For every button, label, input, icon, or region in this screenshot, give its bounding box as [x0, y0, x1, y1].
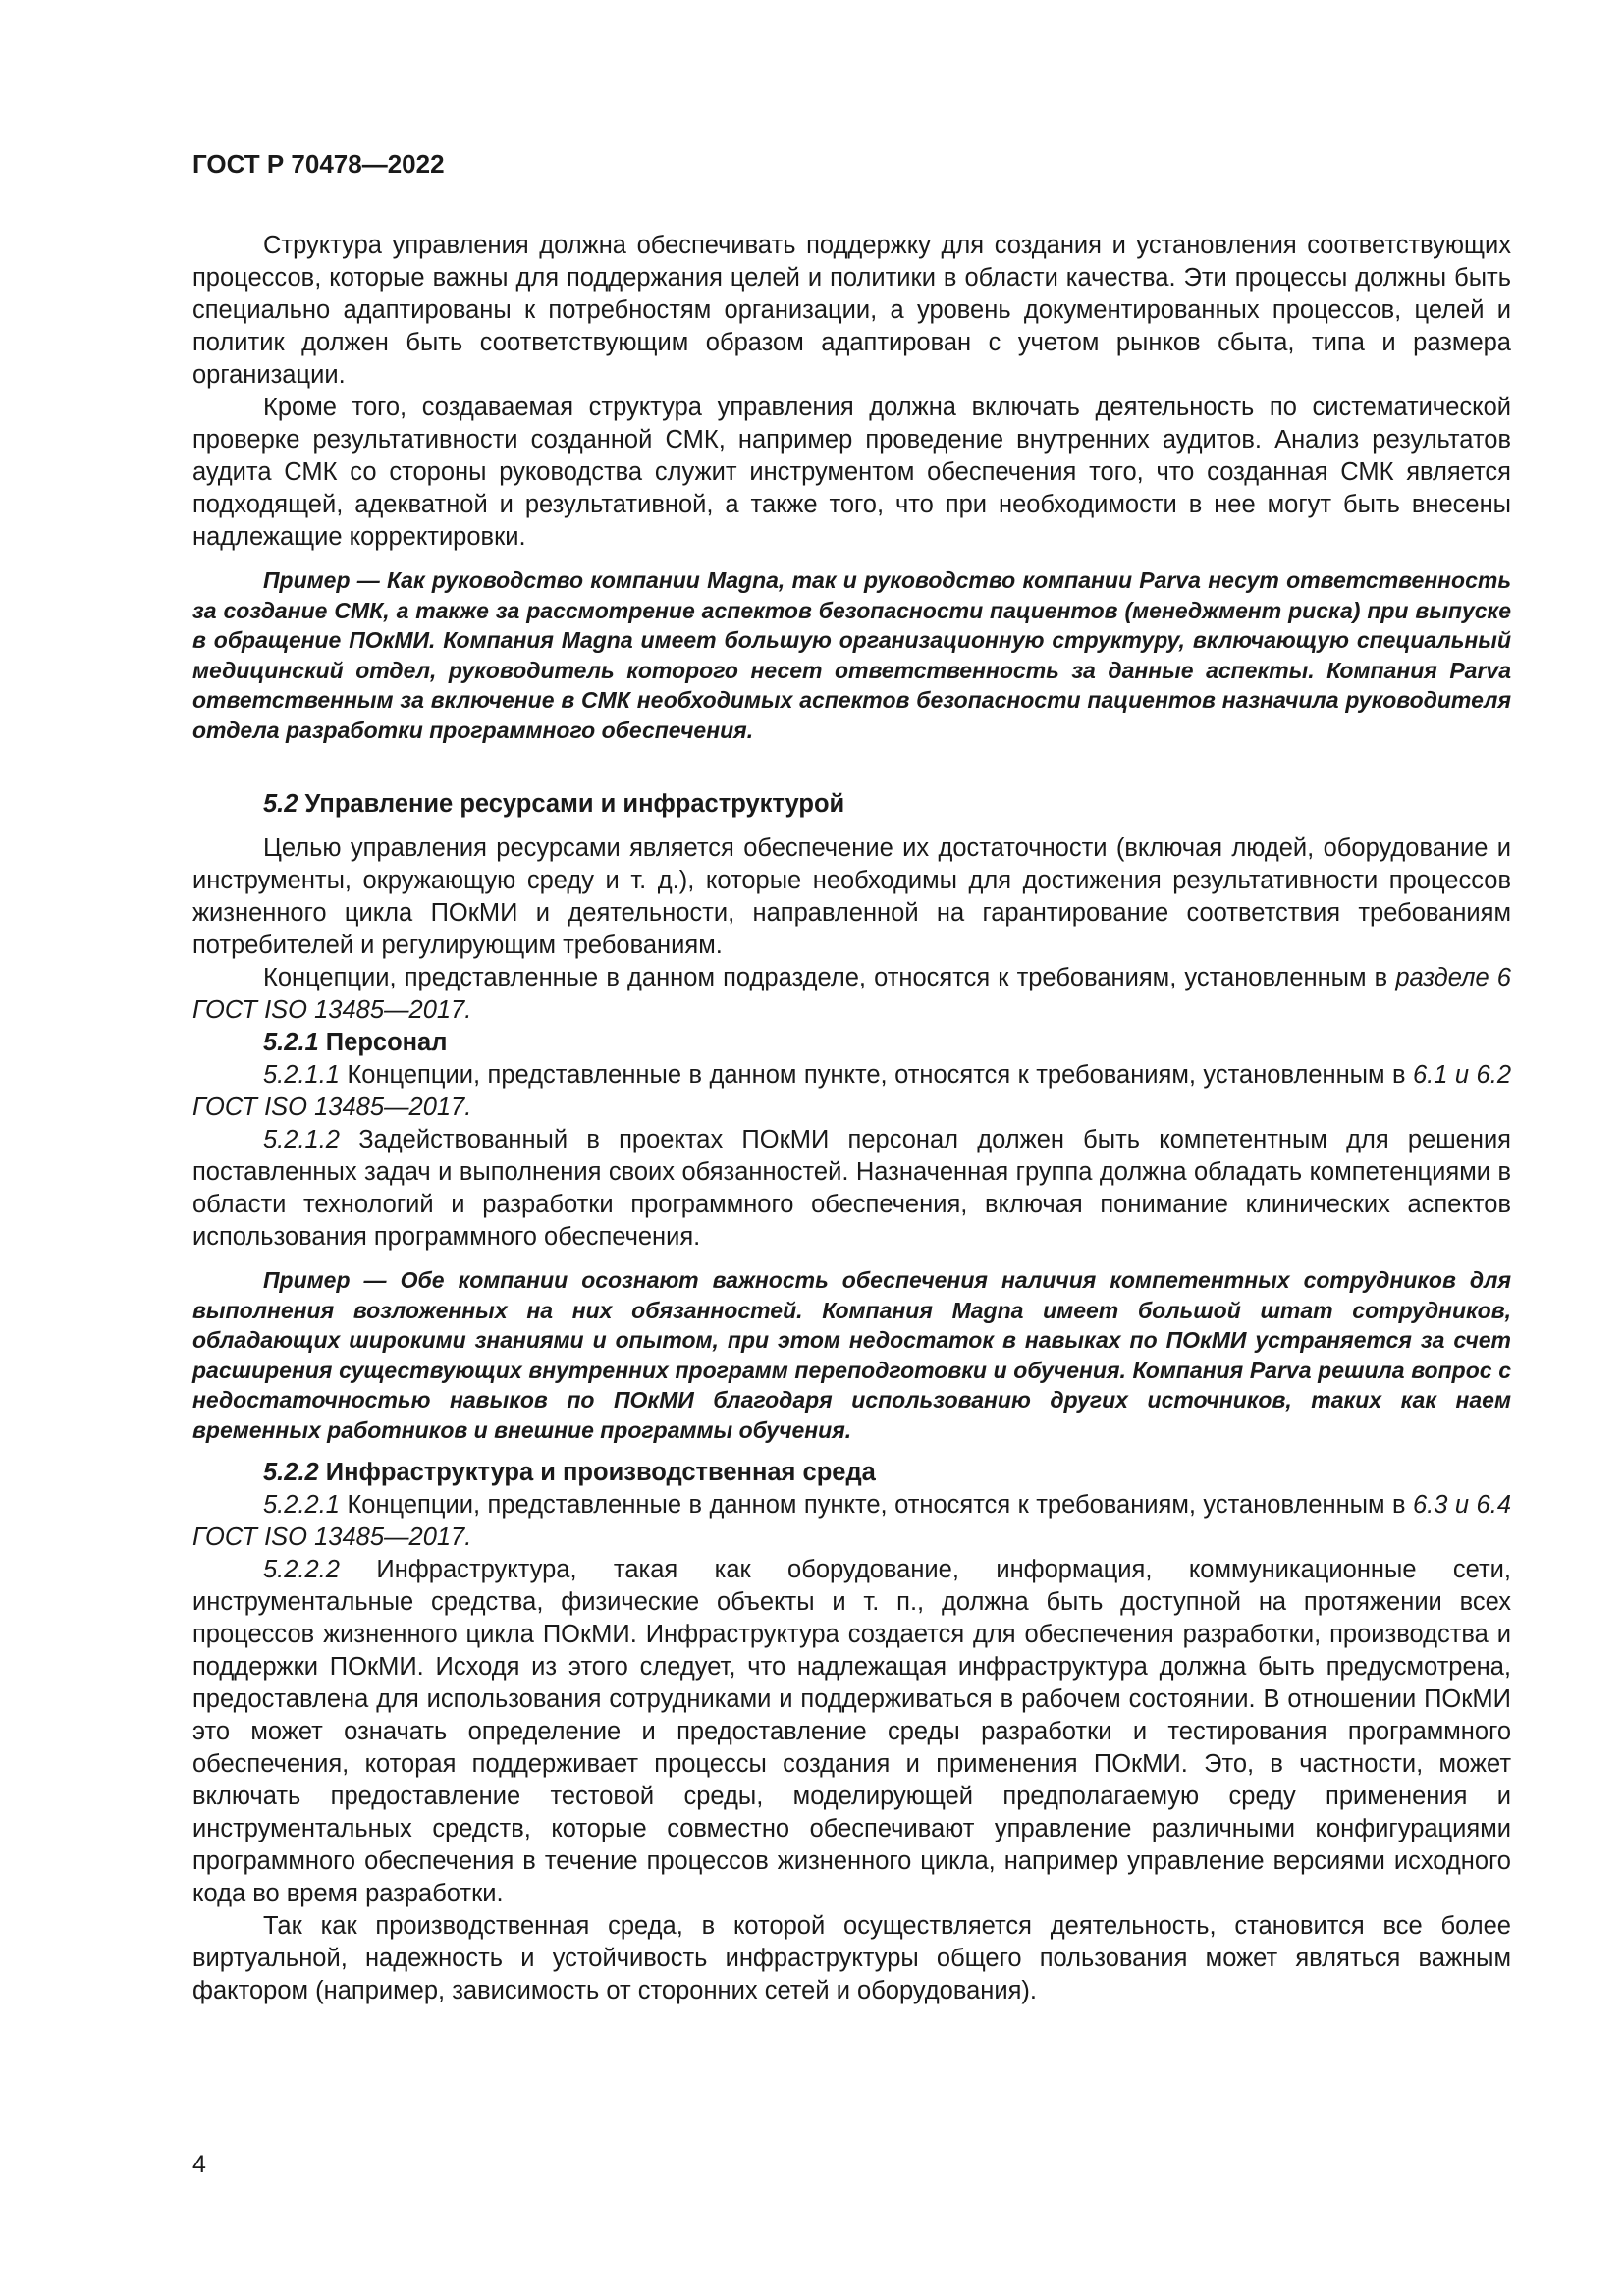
clause-number: 5.2.1.1 — [263, 1061, 340, 1089]
clause-text: Концепции, представленные в данном пункте, относятся к требованиям, установленным в — [339, 1061, 1413, 1089]
paragraph-management-structure: Структура управления должна обеспечивать поддержку для создания и установления соответствующих процессов, которые важны для поддержания целей и политики в области качества. Эти процессы должны быть специально адаптированы к потребностям организации, а уровень документированных процессов, целей и политик должен быть соответствующим образом адаптирован с учетом рынков сбыта, типа и размера организации. — [192, 232, 1511, 389]
paragraph-production-environment: Так как производственная среда, в которой осуществляется деятельность, становится все более виртуальной, надежность и устойчивость инфраструктуры общего пользования может являться важным фактором (например, зависимость от сторонних сетей и оборудования). — [192, 1912, 1511, 2004]
standard-reference: 6.1 и 6.2 ГОСТ ISO 13485—2017. — [192, 1061, 1511, 1121]
clause-number: 5.2.1.2 — [263, 1126, 340, 1153]
example-note-personnel: Пример — Обе компании осознают важность обеспечения наличия компетентных сотрудников для выполнения возложенных на них обязанностей. Компания Magna имеет большой штат сотрудников, обладающих широкими знаниями и опытом, при этом недостаток в навыках по ПОкМИ устраняется за счет расширения существующих внутренних программ переподготовки и обучения. Компания Parva решила вопрос с недостаточностью навыков по ПОкМИ благодаря использованию других источников, таких как наем временных работников и внешние программы обучения. — [192, 1267, 1511, 1443]
paragraph-subsection-reference — [192, 962, 1511, 1027]
section-heading-5-2-1 — [192, 1027, 1511, 1059]
page-body — [192, 147, 1511, 2007]
section-heading-5-2 — [192, 788, 1511, 821]
standard-reference: 6.3 и 6.4 ГОСТ ISO 13485—2017. — [192, 1491, 1511, 1551]
clause-5-2-2-1 — [192, 1489, 1511, 1554]
reference-text: Концепции, представленные в данном подразделе, относятся к требованиям, установленным в — [263, 964, 1396, 991]
section-heading-5-2-2 — [192, 1457, 1511, 1489]
example-note-qms: Пример — Как руководство компании Magna, так и руководство компании Parva несут ответственность за создание СМК, а также за рассмотрение аспектов безопасности пациентов (менеджмент риска) при выпуске в обращение ПОкМИ. Компания Magna имеет большую организационную структуру, включающую специальный медицинский отдел, руководитель которого несет ответственность за данные аспекты. Компания Parva ответственным за включение в СМК необходимых аспектов безопасности пациентов назначила руководителя отдела разработки программного обеспечения. — [192, 567, 1511, 743]
section-title: Инфраструктура и производственная среда — [318, 1459, 876, 1486]
clause-text: Концепции, представленные в данном пункте, относятся к требованиям, установленным в — [339, 1491, 1413, 1519]
clause-number: 5.2.2.1 — [263, 1491, 340, 1519]
clause-number: 5.2.2.2 — [263, 1556, 340, 1583]
document-header: ГОСТ Р 70478—2022 — [192, 149, 445, 179]
clause-text: Задействованный в проектах ПОкМИ персонал должен быть компетентным для решения поставленных задач и выполнения своих обязанностей. Назначенная группа должна обладать компетенциями в области технологий и разработки программного обеспечения, включая понимание клинических аспектов использования программного обеспечения. — [192, 1126, 1511, 1251]
standard-reference: разделе 6 ГОСТ ISO 13485—2017. — [192, 964, 1511, 1024]
section-number: 5.2 — [263, 790, 298, 818]
paragraph-resource-management: Целью управления ресурсами является обеспечение их достаточности (включая людей, оборудование и инструменты, окружающую среду и т. д.), которые необходимы для достижения результативности процессов жизненного цикла ПОкМИ и деятельности, направленной на гарантирование соответствия требованиям потребителей и регулирующим требованиям. — [192, 834, 1511, 959]
section-title: Управление ресурсами и инфраструктурой — [298, 790, 845, 818]
clause-text: Инфраструктура, такая как оборудование, информация, коммуникационные сети, инструментальные средства, физические объекты и т. п., должна быть доступной на протяжении всех процессов жизненного цикла ПОкМИ. Инфраструктура создается для обеспечения разработки, производства и поддержки ПОкМИ. Исходя из этого следует, что надлежащая инфраструктура должна быть предусмотрена, предоставлена для использования сотрудниками и поддерживаться в рабочем состоянии. В отношении ПОкМИ это может означать определение и предоставление среды разработки и тестирования программного обеспечения, которая поддерживает процессы создания и применения ПОкМИ. Это, в частности, может включать предоставление тестовой среды, моделирующей предполагаемую среду применения и инструментальных средств, которые совместно обеспечивают управление различными конфигурациями программного обеспечения в течение процессов жизненного цикла, например управление версиями исходного кода во время разработки. — [192, 1556, 1511, 1907]
paragraph-qms-audit: Кроме того, создаваемая структура управления должна включать деятельность по систематической проверке результативности созданной СМК, например проведение внутренних аудитов. Анализ результатов аудита СМК со стороны руководства служит инструментом обеспечения того, что созданная СМК является подходящей, адекватной и результативной, а также того, что при необходимости в нее могут быть внесены надлежащие корректировки. — [192, 394, 1511, 551]
page-number: 4 — [192, 2151, 206, 2178]
clause-5-2-1-1 — [192, 1059, 1511, 1124]
clause-5-2-1-2 — [192, 1124, 1511, 1254]
clause-5-2-2-2 — [192, 1554, 1511, 1910]
section-number: 5.2.2 — [263, 1459, 319, 1486]
section-title: Персонал — [318, 1029, 448, 1056]
section-number: 5.2.1 — [263, 1029, 319, 1056]
